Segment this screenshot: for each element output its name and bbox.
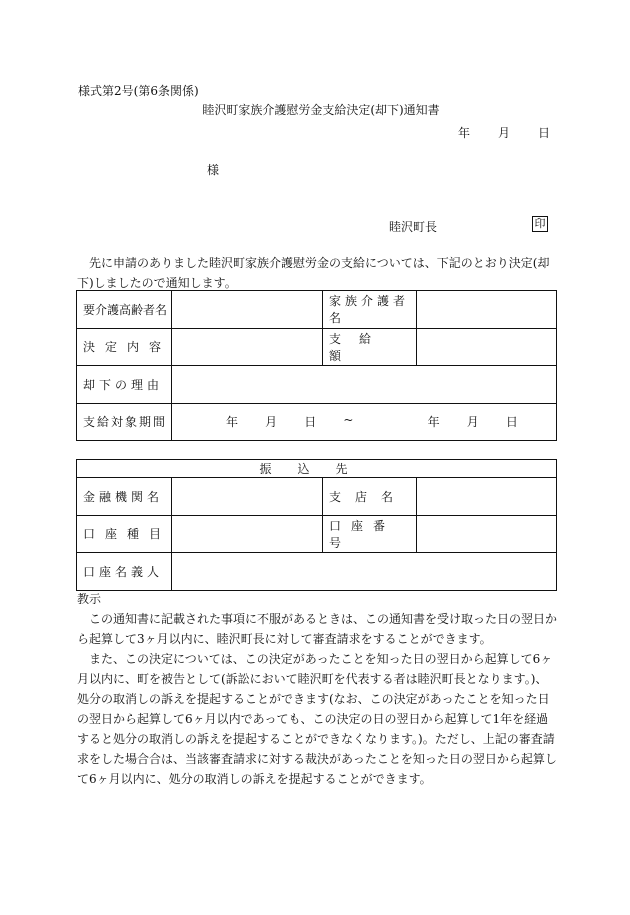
period-label: 支給対象期間	[77, 403, 172, 441]
account-holder-field[interactable]	[172, 553, 557, 591]
bank-name-field[interactable]	[172, 478, 323, 516]
period-from-day: 日	[304, 415, 317, 430]
account-number-field[interactable]	[417, 515, 557, 553]
branch-field[interactable]	[417, 478, 557, 516]
period-from-month: 月	[265, 415, 278, 430]
bank-name-label: 金融機関名	[77, 478, 172, 516]
care-recipient-field[interactable]	[172, 291, 323, 329]
account-type-field[interactable]	[172, 515, 323, 553]
table-row	[77, 291, 557, 329]
table-row	[77, 366, 557, 404]
seal-box: 印	[532, 216, 548, 232]
date-month-label: 月	[497, 126, 510, 140]
branch-label: 支店名	[323, 478, 417, 516]
period-to-month: 月	[466, 415, 479, 430]
period-tilde: ~	[343, 413, 354, 428]
form-number-label: 様式第2号(第6条関係)	[78, 84, 199, 98]
notice-body	[77, 609, 559, 789]
table-row	[77, 515, 557, 553]
account-holder-label: 口座名義人	[77, 553, 172, 591]
recipient-suffix: 様	[207, 163, 220, 177]
account-number-label: 口座番号	[323, 515, 417, 553]
period-from-year: 年	[226, 415, 239, 430]
notice-heading: 教示	[77, 592, 102, 606]
table-row	[77, 403, 557, 441]
date-day-label: 日	[537, 126, 550, 140]
rejection-reason-label: 却下の理由	[77, 366, 172, 404]
rejection-reason-field[interactable]	[172, 366, 557, 404]
account-type-label: 口座種目	[77, 515, 172, 553]
decision-field[interactable]	[172, 328, 323, 366]
date-line	[458, 124, 550, 141]
bank-table-header: 振込先	[77, 460, 557, 478]
period-to-year: 年	[427, 415, 440, 430]
notice-paragraph: この通知書に記載された事項に不服があるときは、この通知書を受け取った日の翌日から起算して3ヶ月以内に、睦沢町長に対して審査請求をすることができます。	[77, 612, 558, 646]
document-title: 睦沢町家族介護慰労金支給決定(却下)通知書	[202, 103, 440, 117]
amount-label: 支給額	[323, 328, 417, 366]
bank-transfer-table	[76, 459, 557, 591]
caregiver-label: 家族介護者名	[323, 291, 417, 329]
table-row	[77, 460, 557, 478]
amount-field[interactable]	[417, 328, 557, 366]
decision-label: 決定内容	[77, 328, 172, 366]
table-row	[77, 553, 557, 591]
period-to-day: 日	[505, 415, 518, 430]
table-row	[77, 478, 557, 516]
care-recipient-label: 要介護高齢者名	[77, 291, 172, 329]
decision-table	[76, 290, 557, 441]
issuer-name: 睦沢町長	[389, 220, 438, 234]
notice-paragraph: また、この決定については、この決定があったことを知った日の翌日から起算して6ヶ月以内に、町を被告として(訴訟において睦沢町を代表する者は睦沢町長となります。)、処分の取消しの訴えを提起することができます(なお、この決定があったことを知った日の翌日から起算して6ヶ月以内であっても、この決定の日の翌日から起算して1年を経過すると処分の取消しの訴えを提起することができなくなります。)。ただし、上記の審査請求をした場合合は、当該審査請求に対する裁決があったことを知った日の翌日から起算して6ヶ月以内に、処分の取消しの訴えを提起することができます。	[77, 652, 557, 786]
intro-text: 先に申請のありました睦沢町家族介護慰労金の支給については、下記のとおり決定(却下)しましたので通知します。	[77, 256, 550, 290]
period-field[interactable]	[172, 403, 557, 441]
date-year-label: 年	[457, 126, 470, 140]
caregiver-field[interactable]	[417, 291, 557, 329]
table-row	[77, 328, 557, 366]
